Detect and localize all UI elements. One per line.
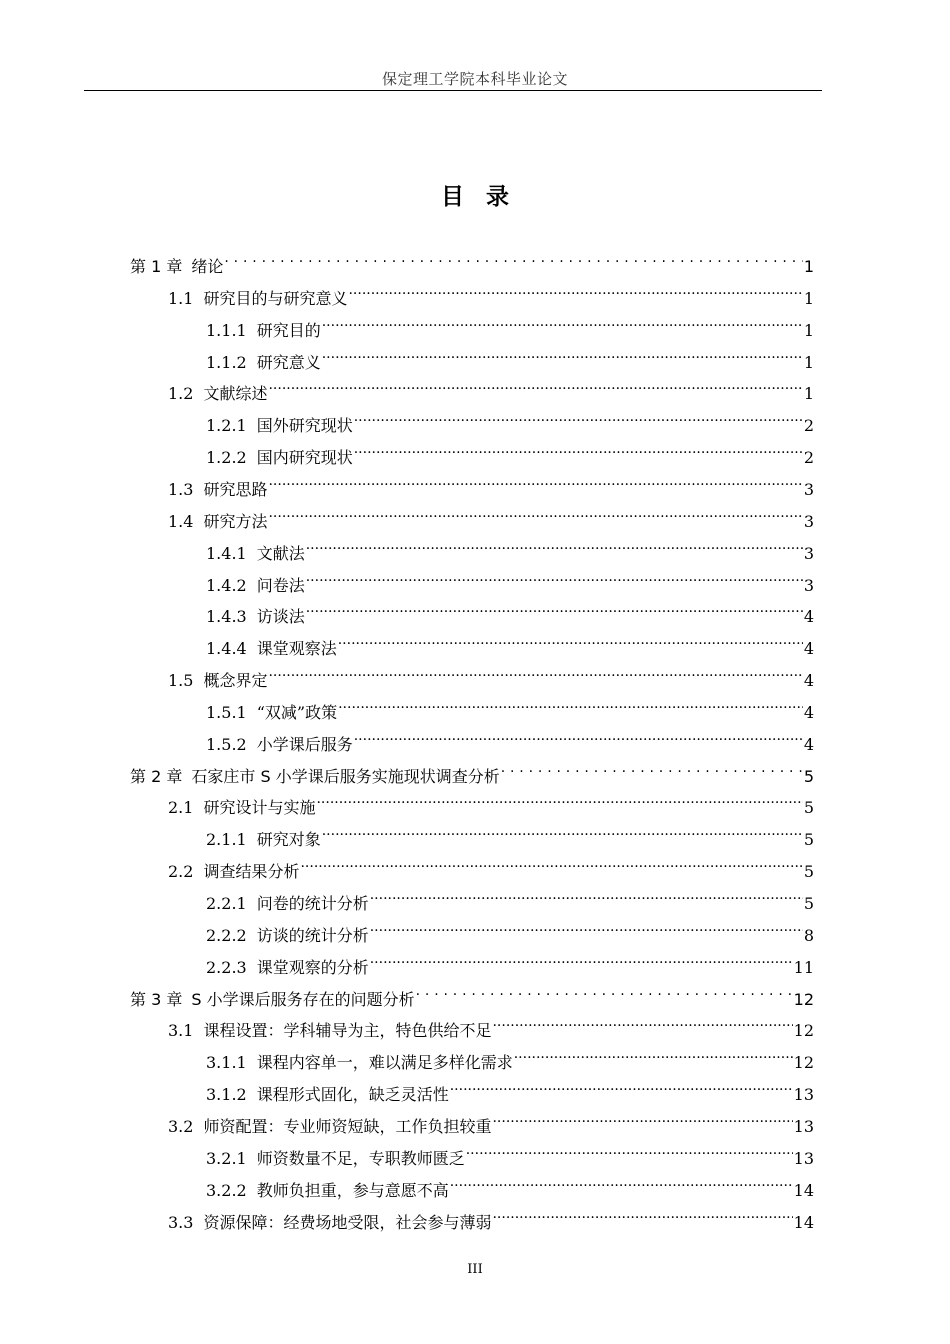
toc-entry-page: 13 [793, 1148, 814, 1168]
toc-entry-title: 概念界定 [203, 671, 268, 691]
toc-entry-title: 师资配置：专业师资短缺，工作负担较重 [203, 1116, 492, 1136]
toc-entry-level-3[interactable] [206, 1040, 814, 1073]
toc-entry-level-2[interactable] [168, 658, 814, 691]
toc-dot-leader [450, 1072, 793, 1100]
toc-entry-title: 资源保障：经费场地受限，社会参与薄弱 [203, 1212, 492, 1232]
toc-entry-number: 第 3 章 [130, 989, 183, 1009]
toc-entry-level-2[interactable] [168, 1200, 814, 1232]
toc-entry-title: “双减”政策 [256, 702, 338, 722]
toc-entry-number: 3.3 [168, 1212, 194, 1232]
toc-dot-leader [322, 308, 803, 336]
toc-entry-level-2[interactable] [168, 276, 814, 308]
toc-entry-level-2[interactable] [168, 1104, 814, 1136]
toc-entry-number: 2.1 [168, 798, 194, 818]
toc-dot-leader [322, 340, 803, 368]
toc-entry-level-3[interactable] [206, 913, 814, 945]
toc-entry-title: 访谈法 [256, 607, 305, 627]
toc-entry-title: 研究思路 [203, 479, 268, 499]
toc-dot-leader [268, 371, 802, 399]
toc-entry-title: 石家庄市 S 小学课后服务实施现状调查分析 [191, 766, 500, 786]
toc-entry-level-3[interactable] [206, 435, 814, 468]
toc-entry-level-3[interactable] [206, 403, 814, 436]
toc-entry-level-1[interactable] [130, 977, 814, 1009]
toc-entry-number: 1.2.1 [206, 416, 247, 436]
toc-dot-leader [268, 467, 802, 495]
toc-entry-title: 绪论 [191, 257, 224, 276]
toc-entry-page: 13 [793, 1085, 814, 1105]
toc-entry-level-3[interactable] [206, 945, 814, 977]
toc-entry-level-2[interactable] [168, 785, 814, 818]
toc-entry-level-3[interactable] [206, 626, 814, 659]
toc-dot-leader [348, 276, 802, 304]
toc-entry-page: 14 [793, 1212, 814, 1232]
toc-entry-page: 5 [803, 798, 814, 818]
toc-entry-title: 研究目的与研究意义 [203, 288, 348, 308]
toc-entry-number: 1.1.2 [206, 352, 247, 372]
toc-dot-leader [306, 531, 803, 559]
toc-entry-level-3[interactable] [206, 308, 814, 340]
toc-entry-page: 1 [803, 384, 814, 404]
toc-entry-title: 研究方法 [203, 511, 268, 531]
toc-dot-leader [354, 403, 803, 431]
toc-entry-number: 1.5.2 [206, 734, 247, 754]
toc-entry-page: 5 [803, 894, 814, 913]
toc-entry-number: 2.2.1 [206, 894, 247, 913]
toc-entry-number: 1.1 [168, 288, 194, 308]
toc-entry-title: 师资数量不足，专职教师匮乏 [256, 1148, 465, 1168]
toc-entry-page: 4 [803, 671, 814, 691]
toc-entry-title: 课堂观察的分析 [256, 957, 369, 977]
toc-entry-number: 3.1 [168, 1021, 194, 1041]
toc-entry-number: 1.2.2 [206, 448, 247, 468]
toc-entry-title: 研究目的 [256, 320, 321, 340]
toc-dot-leader [354, 722, 803, 750]
toc-entry-level-3[interactable] [206, 1072, 814, 1105]
toc-entry-number: 1.5.1 [206, 702, 247, 722]
toc-entry-page: 1 [803, 320, 814, 340]
toc-entry-title: 文献法 [256, 543, 305, 563]
toc-entry-page: 12 [793, 1053, 814, 1073]
toc-title: 目录 [441, 184, 531, 210]
toc-entry-page: 13 [793, 1116, 814, 1136]
toc-entry-number: 1.2 [168, 384, 194, 404]
toc-entry-page: 3 [803, 511, 814, 531]
toc-entry-page: 11 [793, 957, 814, 977]
toc-entry-page: 5 [803, 766, 814, 786]
toc-dot-leader [338, 626, 803, 654]
toc-dot-leader [466, 1136, 793, 1164]
toc-entry-page: 2 [803, 416, 814, 436]
toc-entry-number: 3.1.2 [206, 1085, 247, 1105]
toc-entry-title: 访谈的统计分析 [256, 925, 369, 945]
toc-entry-number: 3.2.1 [206, 1148, 247, 1168]
toc-dot-leader [501, 754, 803, 782]
toc-entry-level-3[interactable] [206, 594, 814, 627]
toc-entry-level-2[interactable] [168, 467, 814, 499]
toc-entry-number: 2.2.3 [206, 957, 247, 977]
running-header: 保定理工学院本科毕业论文 [381, 70, 568, 88]
toc-entry-title: 问卷的统计分析 [256, 894, 369, 913]
toc-entry-number: 2.2.2 [206, 925, 247, 945]
toc-dot-leader [300, 849, 802, 877]
toc-entry-number: 1.1.1 [206, 320, 247, 340]
toc-entry-title: 课程内容单一，难以满足多样化需求 [256, 1053, 513, 1073]
toc-dot-leader [338, 690, 803, 718]
toc-entry-number: 1.4.2 [206, 575, 247, 595]
toc-dot-leader [492, 1008, 792, 1036]
toc-entry-number: 2.1.1 [206, 830, 247, 850]
toc-entry-level-3[interactable] [206, 881, 814, 913]
toc-dot-leader [370, 945, 793, 973]
toc-entry-title: 研究对象 [256, 830, 321, 850]
toc-entry-level-2[interactable] [168, 1008, 814, 1041]
toc-entry-level-2[interactable] [168, 499, 814, 531]
toc-entry-page: 4 [803, 639, 814, 659]
toc-entry-title: 国外研究现状 [256, 416, 353, 436]
toc-dot-leader [450, 1168, 793, 1196]
toc-entry-page: 3 [803, 575, 814, 595]
toc-entry-number: 3.2 [168, 1116, 194, 1136]
toc-dot-leader [268, 499, 802, 527]
toc-dot-leader [416, 977, 793, 1005]
toc-entry-page: 1 [803, 257, 814, 276]
toc-entry-level-3[interactable] [206, 340, 814, 372]
toc-dot-leader [224, 244, 802, 272]
toc-entry-page: 1 [803, 352, 814, 372]
toc-entry-level-2[interactable] [168, 849, 814, 882]
toc-entry-number: 1.4.1 [206, 543, 247, 563]
toc-dot-leader [306, 563, 803, 591]
toc-entry-level-3[interactable] [206, 690, 814, 722]
toc-entry-title: 研究意义 [256, 352, 321, 372]
toc-entry-title: 小学课后服务 [256, 734, 353, 754]
toc-entry-number: 第 1 章 [130, 257, 183, 276]
toc-entry-title: 国内研究现状 [256, 448, 353, 468]
toc-entry-page: 3 [803, 479, 814, 499]
toc-entry-page: 4 [803, 734, 814, 754]
toc-entry-title: 课程形式固化，缺乏灵活性 [256, 1085, 449, 1105]
toc-entry-title: S 小学课后服务存在的问题分析 [191, 989, 415, 1009]
toc-entry-level-3[interactable] [206, 1168, 814, 1200]
toc-entry-number: 3.1.1 [206, 1053, 247, 1073]
toc-entry-title: 问卷法 [256, 575, 305, 595]
toc-dot-leader [306, 594, 803, 622]
toc-dot-leader [322, 817, 803, 845]
toc-dot-leader [370, 913, 803, 941]
toc-dot-leader [354, 435, 803, 463]
toc-entry-level-3[interactable] [206, 563, 814, 595]
toc-entry-number: 3.2.2 [206, 1180, 247, 1200]
toc-dot-leader [370, 881, 803, 909]
toc-entry-title: 教师负担重，参与意愿不高 [256, 1180, 449, 1200]
toc-entry-level-1[interactable] [130, 244, 814, 276]
toc-entry-page: 1 [803, 288, 814, 308]
toc-entry-title: 课堂观察法 [256, 639, 337, 659]
toc-dot-leader [492, 1200, 792, 1228]
toc-dot-leader [268, 658, 802, 686]
toc-entry-number: 1.4.3 [206, 607, 247, 627]
toc-entry-page: 4 [803, 607, 814, 627]
toc-entry-level-3[interactable] [206, 817, 814, 850]
toc-entry-level-3[interactable] [206, 722, 814, 754]
toc-dot-leader [514, 1040, 793, 1068]
page-number: III [467, 1262, 483, 1277]
toc-entry-page: 8 [803, 925, 814, 945]
toc-entry-number: 1.4 [168, 511, 194, 531]
toc-entry-title: 调查结果分析 [203, 862, 300, 882]
toc-entry-page: 14 [793, 1180, 814, 1200]
toc-entry-title: 课程设置：学科辅导为主，特色供给不足 [203, 1021, 492, 1041]
toc-entry-title: 文献综述 [203, 384, 268, 404]
toc-entry-page: 4 [803, 702, 814, 722]
toc-entry-number: 1.5 [168, 671, 194, 691]
toc-entry-level-2[interactable] [168, 371, 814, 404]
toc-entry-number: 1.4.4 [206, 639, 247, 659]
toc-entry-number: 第 2 章 [130, 766, 183, 786]
header-rule [84, 90, 822, 91]
toc-entry-page: 3 [803, 543, 814, 563]
toc-dot-leader [492, 1104, 792, 1132]
toc-entry-title: 研究设计与实施 [203, 798, 316, 818]
toc-entry-page: 5 [803, 830, 814, 850]
toc-entry-level-3[interactable] [206, 1136, 814, 1168]
toc-entry-page: 5 [803, 862, 814, 882]
toc-entry-page: 2 [803, 448, 814, 468]
toc-entry-number: 2.2 [168, 862, 194, 882]
toc-entry-page: 12 [793, 1021, 814, 1041]
toc-entry-page: 12 [793, 989, 814, 1009]
toc-dot-leader [316, 785, 802, 813]
toc-entry-level-3[interactable] [206, 531, 814, 563]
toc-entry-number: 1.3 [168, 479, 194, 499]
toc-entry-level-1[interactable] [130, 754, 814, 786]
